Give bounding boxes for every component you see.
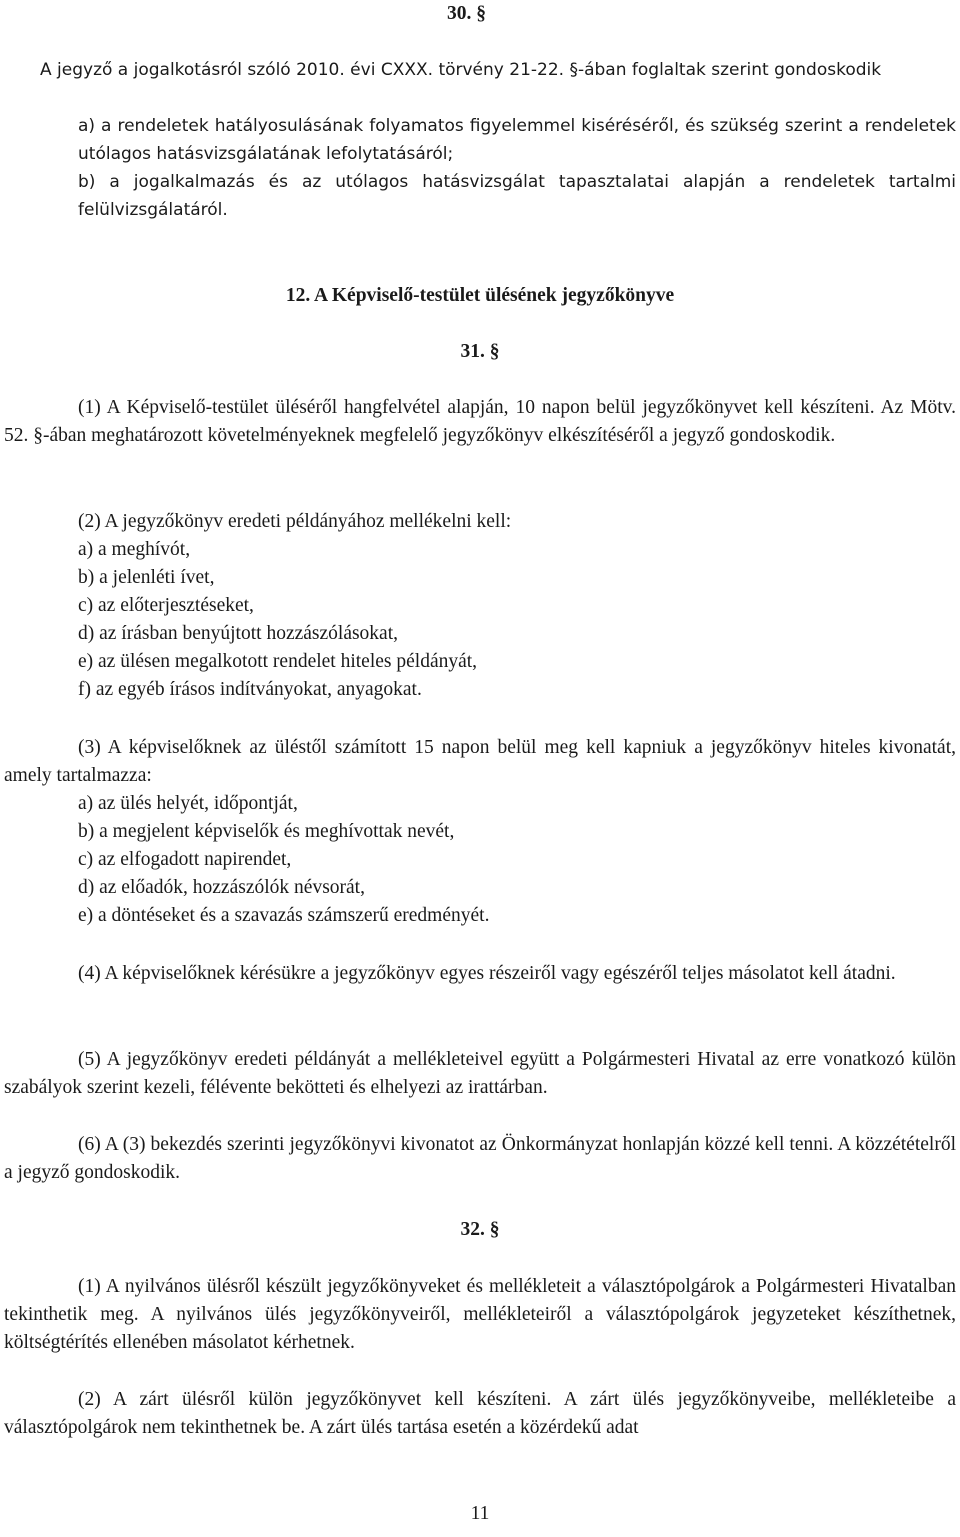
list-item: a) a meghívót,	[78, 539, 191, 560]
list-item: d) az előadók, hozzászólók névsorát,	[78, 877, 365, 898]
list-item: b) a jelenléti ívet,	[78, 567, 215, 588]
section-32-paragraph-1: (1) A nyilvános ülésről készült jegyzőkönyveket és mellékleteit a választópolgárok a Polgármesteri Hivatalban tekinthetik meg. A nyilvános ülés jegyzőkönyveiről, mellékleteiről a választópolgárok jegyzeteket készíthetnek, költségtérítés ellenében másolatot kérhetnek.	[4, 1276, 956, 1353]
list-item: e) az ülésen megalkotott rendelet hiteles példányát,	[78, 651, 478, 672]
section-31-number: 31. §	[460, 341, 500, 362]
document-page	[4, 0, 956, 1537]
section-30-intro: A jegyző a jogalkotásról szóló 2010. évi CXXX. törvény 21-22. §-ában foglaltak szerint gondoskodik	[40, 60, 882, 80]
chapter-12-title: 12. A Képviselő-testület ülésének jegyzőkönyve	[285, 285, 675, 306]
section-31-paragraph-2-list	[4, 536, 956, 704]
section-31-paragraph-2-intro: (2) A jegyzőkönyv eredeti példányához mellékelni kell:	[78, 511, 512, 532]
section-32-number: 32. §	[460, 1219, 500, 1240]
list-item: b) a megjelent képviselők és meghívottak nevét,	[78, 821, 455, 842]
list-item: c) az előterjesztéseket,	[78, 595, 254, 616]
list-item: c) az elfogadott napirendet,	[78, 849, 292, 870]
section-31-paragraph-3-intro: (3) A képviselőknek az üléstől számított 15 napon belül meg kell kapniuk a jegyzőkönyv hiteles kivonatát, amely tartalmazza:	[4, 737, 956, 786]
page-number: 11	[470, 1503, 490, 1524]
section-31-paragraph-6: (6) A (3) bekezdés szerinti jegyzőkönyvi kivonatot az Önkormányzat honlapján közzé kell tenni. A közzétételről a jegyző gondoskodik.	[4, 1134, 956, 1183]
section-31-paragraph-4: (4) A képviselőknek kérésükre a jegyzőkönyv egyes részeiről vagy egészéről teljes másolatot kell átadni.	[78, 963, 896, 984]
list-item: e) a döntéseket és a szavazás számszerű eredményét.	[78, 905, 490, 926]
section-32-paragraph-2: (2) A zárt ülésről külön jegyzőkönyvet kell készíteni. A zárt ülés jegyzőkönyveibe, mellékleteibe a választópolgárok nem tekinthetnek be. A zárt ülés tartása esetén a közérdekű adat	[4, 1389, 956, 1438]
list-item: f) az egyéb írásos indítványokat, anyagokat.	[78, 679, 422, 700]
section-31-paragraph-3-list	[4, 790, 956, 930]
section-30-number: 30. §	[447, 3, 486, 24]
section-30-item-a: a) a rendeletek hatályosulásának folyamatos figyelemmel kiséréséről, és szükség szerint a rendeletek utólagos hatásvizsgálatának lefolytatásáról;	[78, 116, 956, 164]
section-30-item-b: b) a jogalkalmazás és az utólagos hatásvizsgálat tapasztalatai alapján a rendeletek tartalmi felülvizsgálatáról.	[78, 172, 956, 220]
section-31-paragraph-5: (5) A jegyzőkönyv eredeti példányát a mellékleteivel együtt a Polgármesteri Hivatal az erre vonatkozó külön szabályok szerint kezeli, félévente bekötteti és elhelyezi az irattárban.	[4, 1049, 956, 1098]
list-item: d) az írásban benyújtott hozzászólásokat,	[78, 623, 399, 644]
section-31-paragraph-1: (1) A Képviselő-testület üléséről hangfelvétel alapján, 10 napon belül jegyzőkönyvet kell készíteni. Az Mötv. 52. §-ában meghatározott követelményeknek megfelelő jegyzőkönyv elkészítéséről a jegyző gondoskodik.	[4, 397, 956, 446]
list-item: a) az ülés helyét, időpontját,	[78, 793, 298, 814]
